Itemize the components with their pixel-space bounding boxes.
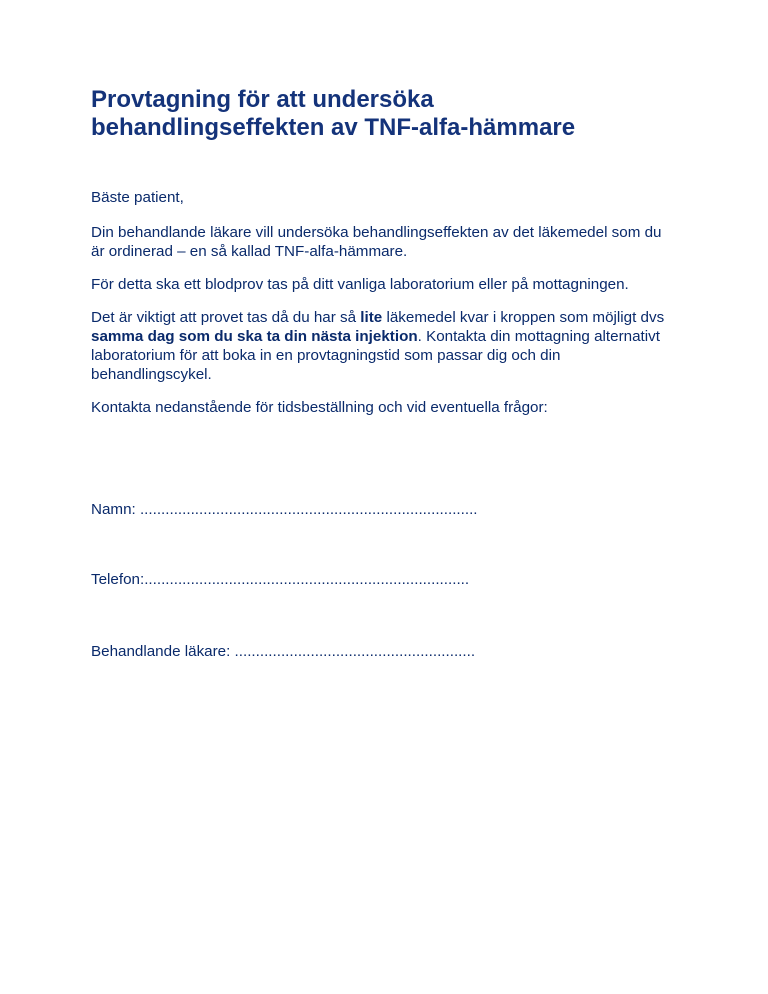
doctor-field-line: Behandlande läkare: ......................................................... <box>91 643 476 660</box>
page-title <box>91 86 691 142</box>
paragraph-timing <box>91 308 671 384</box>
timing-text-3: . Kontakta din mottagning alternativt laboratorium för att boka in en provtagningstid som passar dig och din behandlingscykel. <box>91 328 660 383</box>
name-field-line: Namn: ................................................................................ <box>91 501 478 518</box>
phone-field-line: Telefon:............................................................................. <box>91 571 470 588</box>
paragraph-contact: Kontakta nedanstående för tidsbeställning och vid eventuella frågor: <box>91 399 548 416</box>
greeting: Bäste patient, <box>91 189 184 206</box>
letter-body <box>91 188 671 431</box>
timing-bold-lite: lite <box>360 309 383 326</box>
timing-text-2: läkemedel kvar i kroppen som möjligt dvs <box>382 309 665 326</box>
paragraph-blood-test: För detta ska ett blodprov tas på ditt vanliga laboratorium eller på mottagningen. <box>91 276 629 293</box>
timing-text-1: Det är viktigt att provet tas då du har så <box>91 309 361 326</box>
title-line-2: behandlingseffekten av TNF-alfa-hämmare <box>91 114 576 141</box>
paragraph-intro: Din behandlande läkare vill undersöka behandlingseffekten av det läkemedel som du är ordinerad – en så kallad TNF-alfa-hämmare. <box>91 224 662 260</box>
timing-bold-injection-day: samma dag som du ska ta din nästa injektion <box>91 328 418 345</box>
title-line-1: Provtagning för att undersöka <box>91 86 434 113</box>
